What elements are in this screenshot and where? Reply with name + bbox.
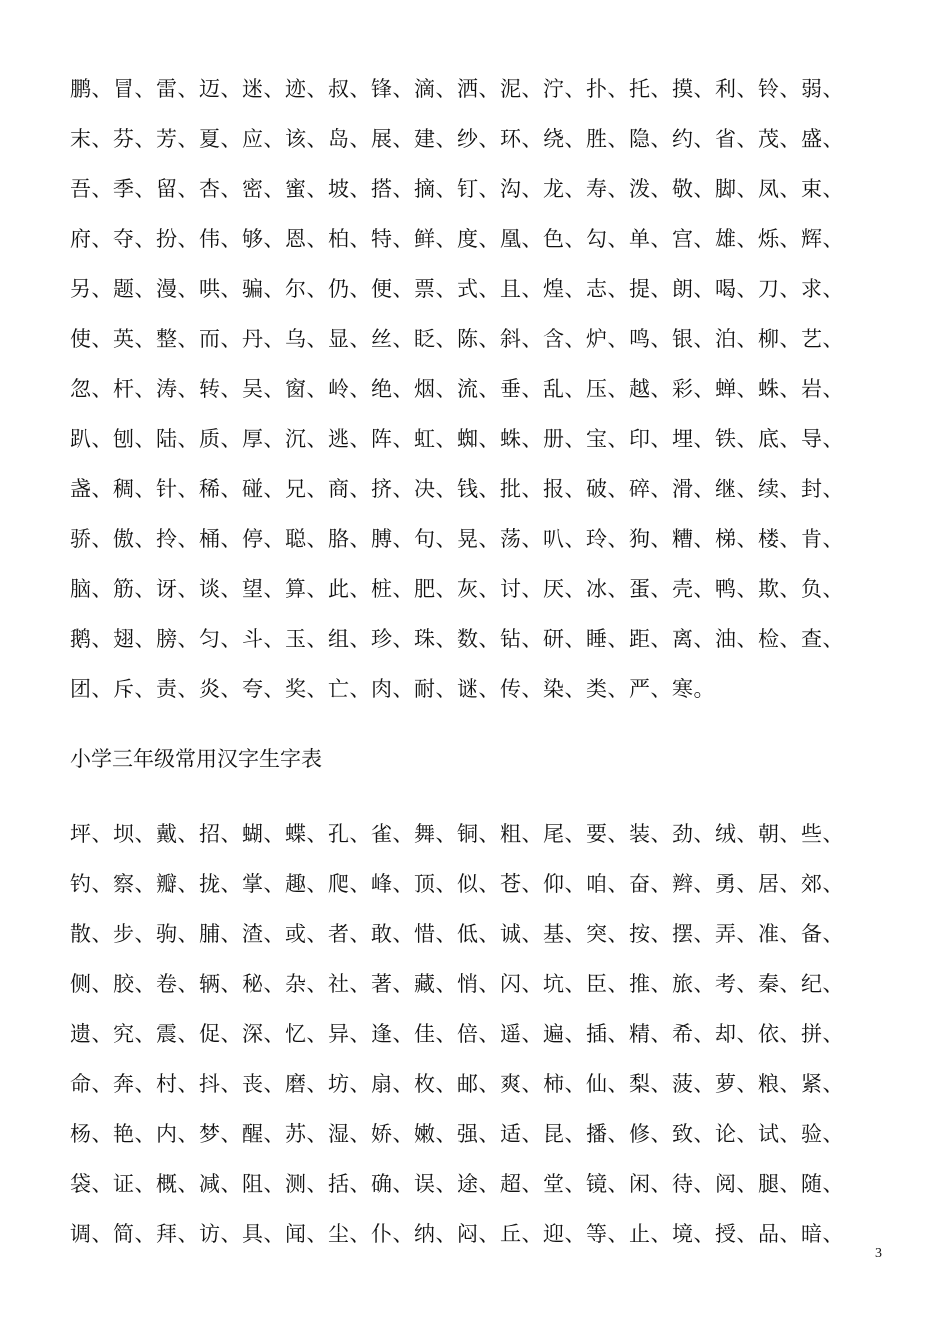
- character-line: 钓、察、瓣、拢、掌、趣、爬、峰、顶、似、苍、仰、咱、奋、辫、勇、居、郊、: [70, 872, 844, 896]
- character-line: 府、夺、扮、伟、够、恩、柏、特、鲜、度、凰、色、勾、单、宫、雄、烁、辉、: [70, 227, 844, 251]
- character-line: 坪、坝、戴、招、蝴、蝶、孔、雀、舞、铜、粗、尾、要、装、劲、绒、朝、些、: [70, 822, 844, 846]
- character-line: 散、步、驹、脯、渣、或、者、敢、惜、低、诚、基、突、按、摆、弄、准、备、: [70, 922, 844, 946]
- character-line: 杨、艳、内、梦、醒、苏、湿、娇、嫩、强、适、昆、播、修、致、论、试、验、: [70, 1122, 844, 1146]
- page-number: 3: [875, 1246, 882, 1261]
- character-line: 命、奔、村、抖、丧、磨、坊、扇、枚、邮、爽、柿、仙、梨、菠、萝、粮、紧、: [70, 1072, 844, 1096]
- character-line: 末、芬、芳、夏、应、该、岛、展、建、纱、环、绕、胜、隐、约、省、茂、盛、: [70, 127, 844, 151]
- character-line: 调、简、拜、访、具、闻、尘、仆、纳、闷、丘、迎、等、止、境、授、品、暗、: [70, 1222, 844, 1246]
- section-heading: 小学三年级常用汉字生字表: [70, 747, 322, 771]
- character-line: 骄、傲、拎、桶、停、聪、胳、膊、句、晃、荡、叭、玲、狗、糟、梯、楼、肯、: [70, 527, 844, 551]
- character-line: 忽、杆、涛、转、吴、窗、岭、绝、烟、流、垂、乱、压、越、彩、蝉、蛛、岩、: [70, 377, 844, 401]
- character-line: 侧、胶、卷、辆、秘、杂、社、著、藏、悄、闪、坑、臣、推、旅、考、秦、纪、: [70, 972, 844, 996]
- character-line: 盏、稠、针、稀、碰、兄、商、挤、决、钱、批、报、破、碎、滑、继、续、封、: [70, 477, 844, 501]
- character-line: 袋、证、概、减、阻、测、括、确、误、途、超、堂、镜、闲、待、阅、腿、随、: [70, 1172, 844, 1196]
- character-list-grade-3: [70, 815, 890, 1265]
- character-line: 遗、究、震、促、深、忆、异、逢、佳、倍、遥、遍、插、精、希、却、依、拼、: [70, 1022, 844, 1046]
- character-line: 另、题、漫、哄、骗、尔、仍、便、票、式、且、煌、志、提、朗、喝、刀、求、: [70, 277, 844, 301]
- character-line: 使、英、整、而、丹、乌、显、丝、眨、陈、斜、含、炉、鸣、银、泊、柳、艺、: [70, 327, 844, 351]
- character-line: 鹏、冒、雷、迈、迷、迹、叔、锋、滴、洒、泥、泞、扑、托、摸、利、铃、弱、: [70, 77, 844, 101]
- character-line: 趴、刨、陆、质、厚、沉、逃、阵、虹、蜘、蛛、册、宝、印、埋、铁、底、导、: [70, 427, 844, 451]
- character-line: 吾、季、留、杏、密、蜜、坡、搭、摘、钉、沟、龙、寿、泼、敬、脚、凤、束、: [70, 177, 844, 201]
- character-list-grade-2: [70, 70, 890, 720]
- character-line: 团、斥、责、炎、夸、奖、亡、肉、耐、谜、传、染、类、严、寒。: [70, 677, 715, 701]
- character-line: 脑、筋、讶、谈、望、算、此、桩、肥、灰、讨、厌、冰、蛋、壳、鸭、欺、负、: [70, 577, 844, 601]
- character-line: 鹅、翅、膀、匀、斗、玉、组、珍、珠、数、钻、研、睡、距、离、油、检、查、: [70, 627, 844, 651]
